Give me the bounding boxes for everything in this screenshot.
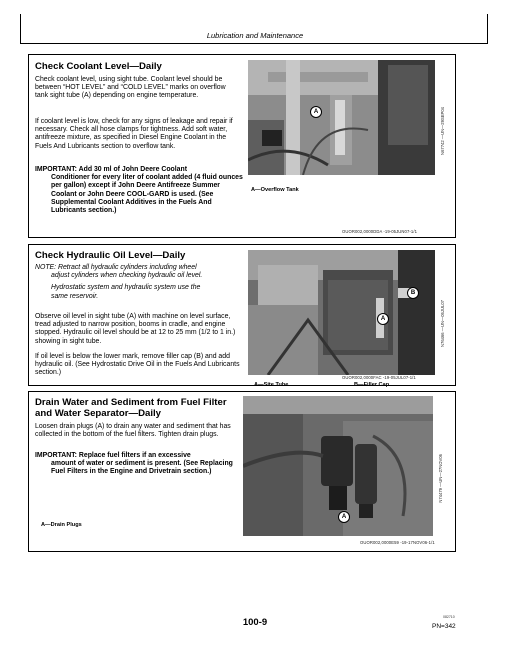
coolant-title: Check Coolant Level—Daily [35,61,162,72]
fuel-callout-a: A [338,511,350,523]
coolant-section [28,54,456,238]
footer-small-code: 082710 [443,615,455,619]
hydraulic-note-line-1: NOTE: Retract all hydraulic cylinders including wheel [35,264,197,271]
fuel-title-line-2: and Water Separator—Daily [35,408,161,419]
coolant-photo-art [248,60,435,175]
hydraulic-section [28,244,456,386]
fuel-section [28,391,456,552]
coolant-caption: A—Overflow Tank [251,187,299,193]
fuel-photo-id: N74479 —UN—27NOV06 [438,454,443,503]
hydraulic-title: Check Hydraulic Oil Level—Daily [35,250,186,261]
hydraulic-callout-a: A [377,313,389,325]
hydraulic-callout-b: B [407,287,419,299]
coolant-important-lead: IMPORTANT: Add 30 ml of John Deere Coolant [35,166,187,173]
hydraulic-paragraph-2: If oil level is below the lower mark, remove filler cap (B) and add hydraulic oil. (See Hydrostatic Drive Oil in the Fuels And Lubricants section.) [35,353,240,377]
fuel-photo [243,396,433,536]
fuel-doc-code: OUOR002,0000E59 -19-17NOV06-1/1 [360,540,435,545]
coolant-paragraph-1: Check coolant level, using sight tube. Coolant level should be between “HOT LEVEL” and “COLD LEVEL” marks on overflow tank sight tube (A) depending on engine temperature. [35,76,226,100]
fuel-important-body: amount of water or sediment is present. (See Replacing Fuel Filters in the Engine and Drivetrain section.) [51,460,233,476]
coolant-important [35,166,245,215]
coolant-important-body: Conditioner for every liter of coolant added (4 fluid ounces per gallon) except if John Deere Antifreeze Summer Coolant or John Deere COOL-GARD is used. (See Supplemental Coolant Additives in the Fuels And Lubricants section.) [51,174,243,215]
fuel-title-line-1: Drain Water and Sediment from Fuel Filter [35,397,227,408]
header-title: Lubrication and Maintenance [206,31,304,40]
hydraulic-paragraph-1: Observe oil level in sight tube (A) with machine on level surface, tread adjusted to narrow position, booms in cradle, and engine stopped. Hydraulic oil level should be at 12 to 25 mm (1/2 to 1 in.) showing in sight tube. [35,313,236,345]
hydraulic-caption-b: B—Filler Cap [354,382,390,388]
hydraulic-note [35,264,240,301]
hydraulic-caption-a: A—Site Tube [254,382,289,388]
hydraulic-doc-code: OUOR002,0000FAC -19-05JUL07-1/1 [342,375,416,380]
hydraulic-photo [248,250,435,375]
coolant-callout-a: A [310,106,322,118]
page-number: 100-9 [242,617,268,628]
fuel-caption: A—Drain Plugs [41,522,82,528]
coolant-paragraph-2: If coolant level is low, check for any signs of leakage and repair if necessary. Check all hose clamps for tightness. Add soft water, antifreeze mixture, as specified in Diesel Engine Coolant in the Fuels And Lubricants section to overflow tank. [35,118,233,150]
hydraulic-photo-art [248,250,435,375]
hydraulic-note-2: Hydrostatic system and hydraulic system use the same reservoir. [51,284,201,300]
fuel-important [35,452,240,477]
footer-pn: PN=342 [432,623,456,630]
coolant-photo [248,60,435,175]
hydraulic-note-line-2: adjust cylinders when checking hydraulic oil level. [51,272,203,280]
coolant-photo-id: N67742 —UN—29SEP04 [440,107,445,155]
hydraulic-photo-id: N76466 —UN—05JUL07 [440,300,445,348]
fuel-paragraph-1: Loosen drain plugs (A) to drain any water and sediment that has collected in the bottom of the fuel filters. Tighten drain plugs. [35,423,231,439]
coolant-doc-code: OUOR002,0000DDA -19-05JUN07-1/1 [342,229,418,234]
fuel-important-lead: IMPORTANT: Replace fuel filters if an excessive [35,452,191,459]
